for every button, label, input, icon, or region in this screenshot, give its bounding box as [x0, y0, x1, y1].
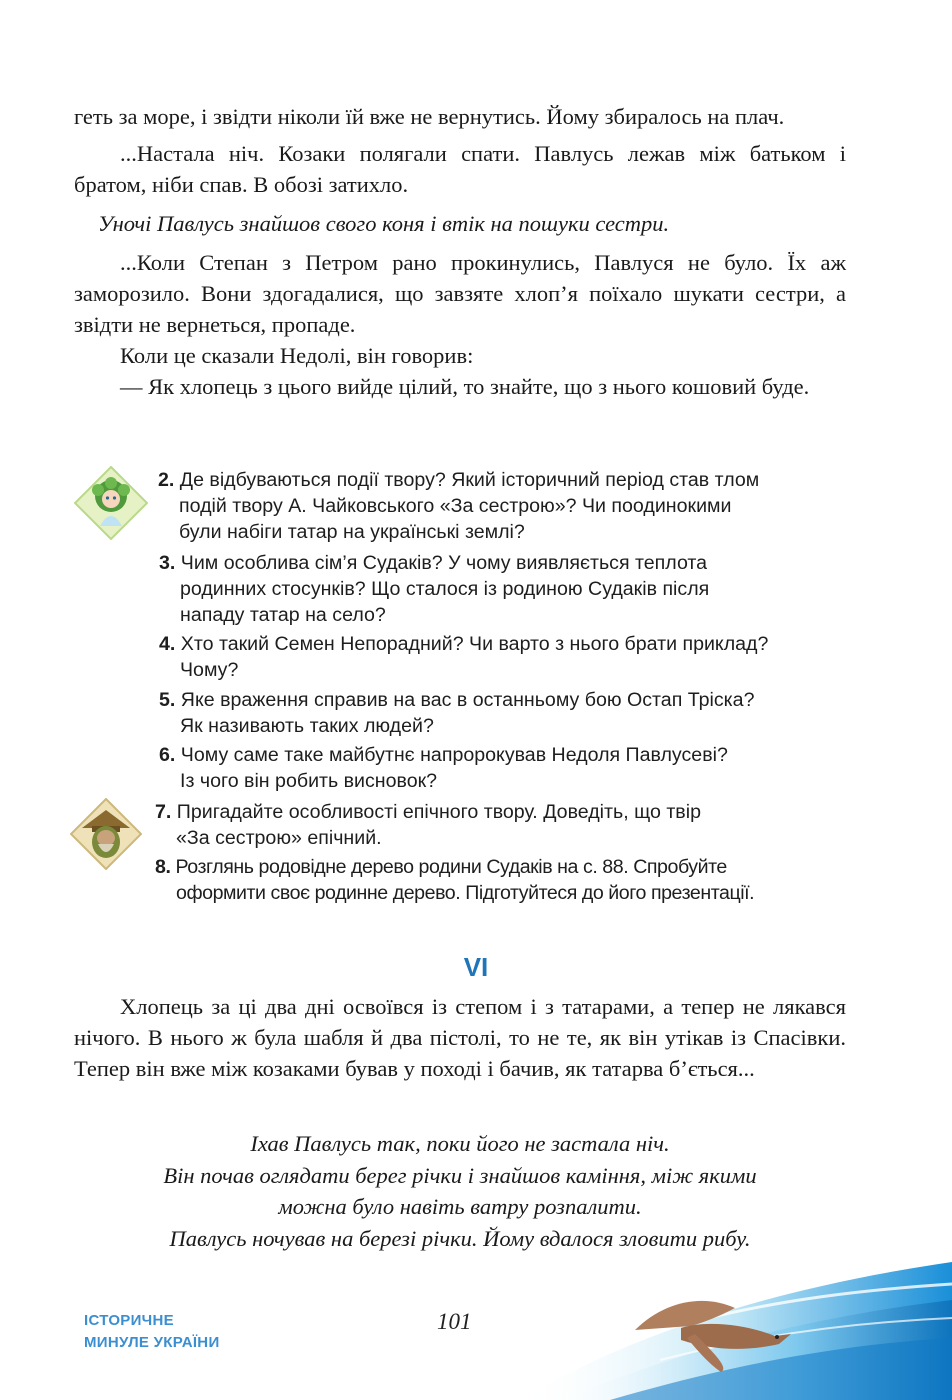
flying-bird-icon — [625, 1290, 795, 1374]
paragraph: ...Коли Степан з Петром рано прокинулись, Павлуся не було. Їх аж заморозило. Вони здогадалися, що завзяте хлоп’я поїхало шукати сестри, а звідти не вернеться, пропаде. — [74, 250, 846, 337]
paragraph: Коли це сказали Недолі, він говорив: — [120, 343, 474, 368]
footer-section-label: ІСТОРИЧНЕ МИНУЛЕ УКРАЇНИ — [84, 1312, 220, 1351]
paragraph: Хлопець за ці два дні освоївся із степом і з татарами, а тепер не лякався нічого. В нього ж була шабля й два пістолі, то не те, як він утікав із Спасівки. Тепер він вже між козаками бував у поході і бачив, як татарва б’ється... — [74, 994, 846, 1081]
question-8: 8. Розглянь родовідне дерево родини Судаків на с. 88. Спробуйте оформити своє родинне дерево. Підготуйтеся до його презентації. — [155, 856, 755, 904]
question-4: 4. Хто такий Семен Непорадний? Чи варто з нього брати приклад? Чому? — [159, 633, 769, 681]
italic-line: можна було навіть ватру розпалити. — [278, 1194, 642, 1219]
question-6: 6. Чому саме таке майбутнє напророкував Недоля Павлусеві? Із чого він робить висновок? — [159, 744, 728, 792]
page-number: 101 — [437, 1309, 472, 1334]
question-7: 7. Пригадайте особливості епічного твору. Доведіть, що твір «За сестрою» епічний. — [155, 801, 701, 849]
italic-line: Іхав Павлусь так, поки його не застала ніч. — [250, 1131, 670, 1156]
italic-line: Павлусь ночував на березі річки. Йому вдалося зловити рибу. — [169, 1225, 751, 1251]
section-title: VI — [463, 952, 489, 982]
paragraph: геть за море, і звідти ніколи їй вже не вернутись. Йому збиралось на плач. — [74, 104, 785, 129]
question-5: 5. Яке враження справив на вас в останньому бою Остап Тріска? Як називають таких людей? — [159, 689, 755, 737]
italic-line: Він почав оглядати берег річки і знайшов каміння, між якими — [163, 1162, 757, 1188]
italic-summary: Уночі Павлусь знайшов свого коня і втік на пошуки сестри. — [98, 211, 670, 236]
paragraph: — Як хлопець з цього вийде цілий, то знайте, що з нього кошовий буде. — [120, 374, 810, 399]
paragraph: ...Настала ніч. Козаки полягали спати. Павлусь лежав між батьком і братом, ніби спав. В обозі затихло. — [74, 141, 846, 197]
question-3: 3. Чим особлива сім’я Судаків? У чому виявляється теплота родинних стосунків? Що сталося із родиною Судаків після нападу татар на село? — [159, 552, 710, 626]
question-2: 2. Де відбуваються події твору? Який історичний період став тлом подій твору А. Чайковського «За сестрою»? Чи поодинокими були набіги татар на українські землі? — [158, 469, 760, 543]
